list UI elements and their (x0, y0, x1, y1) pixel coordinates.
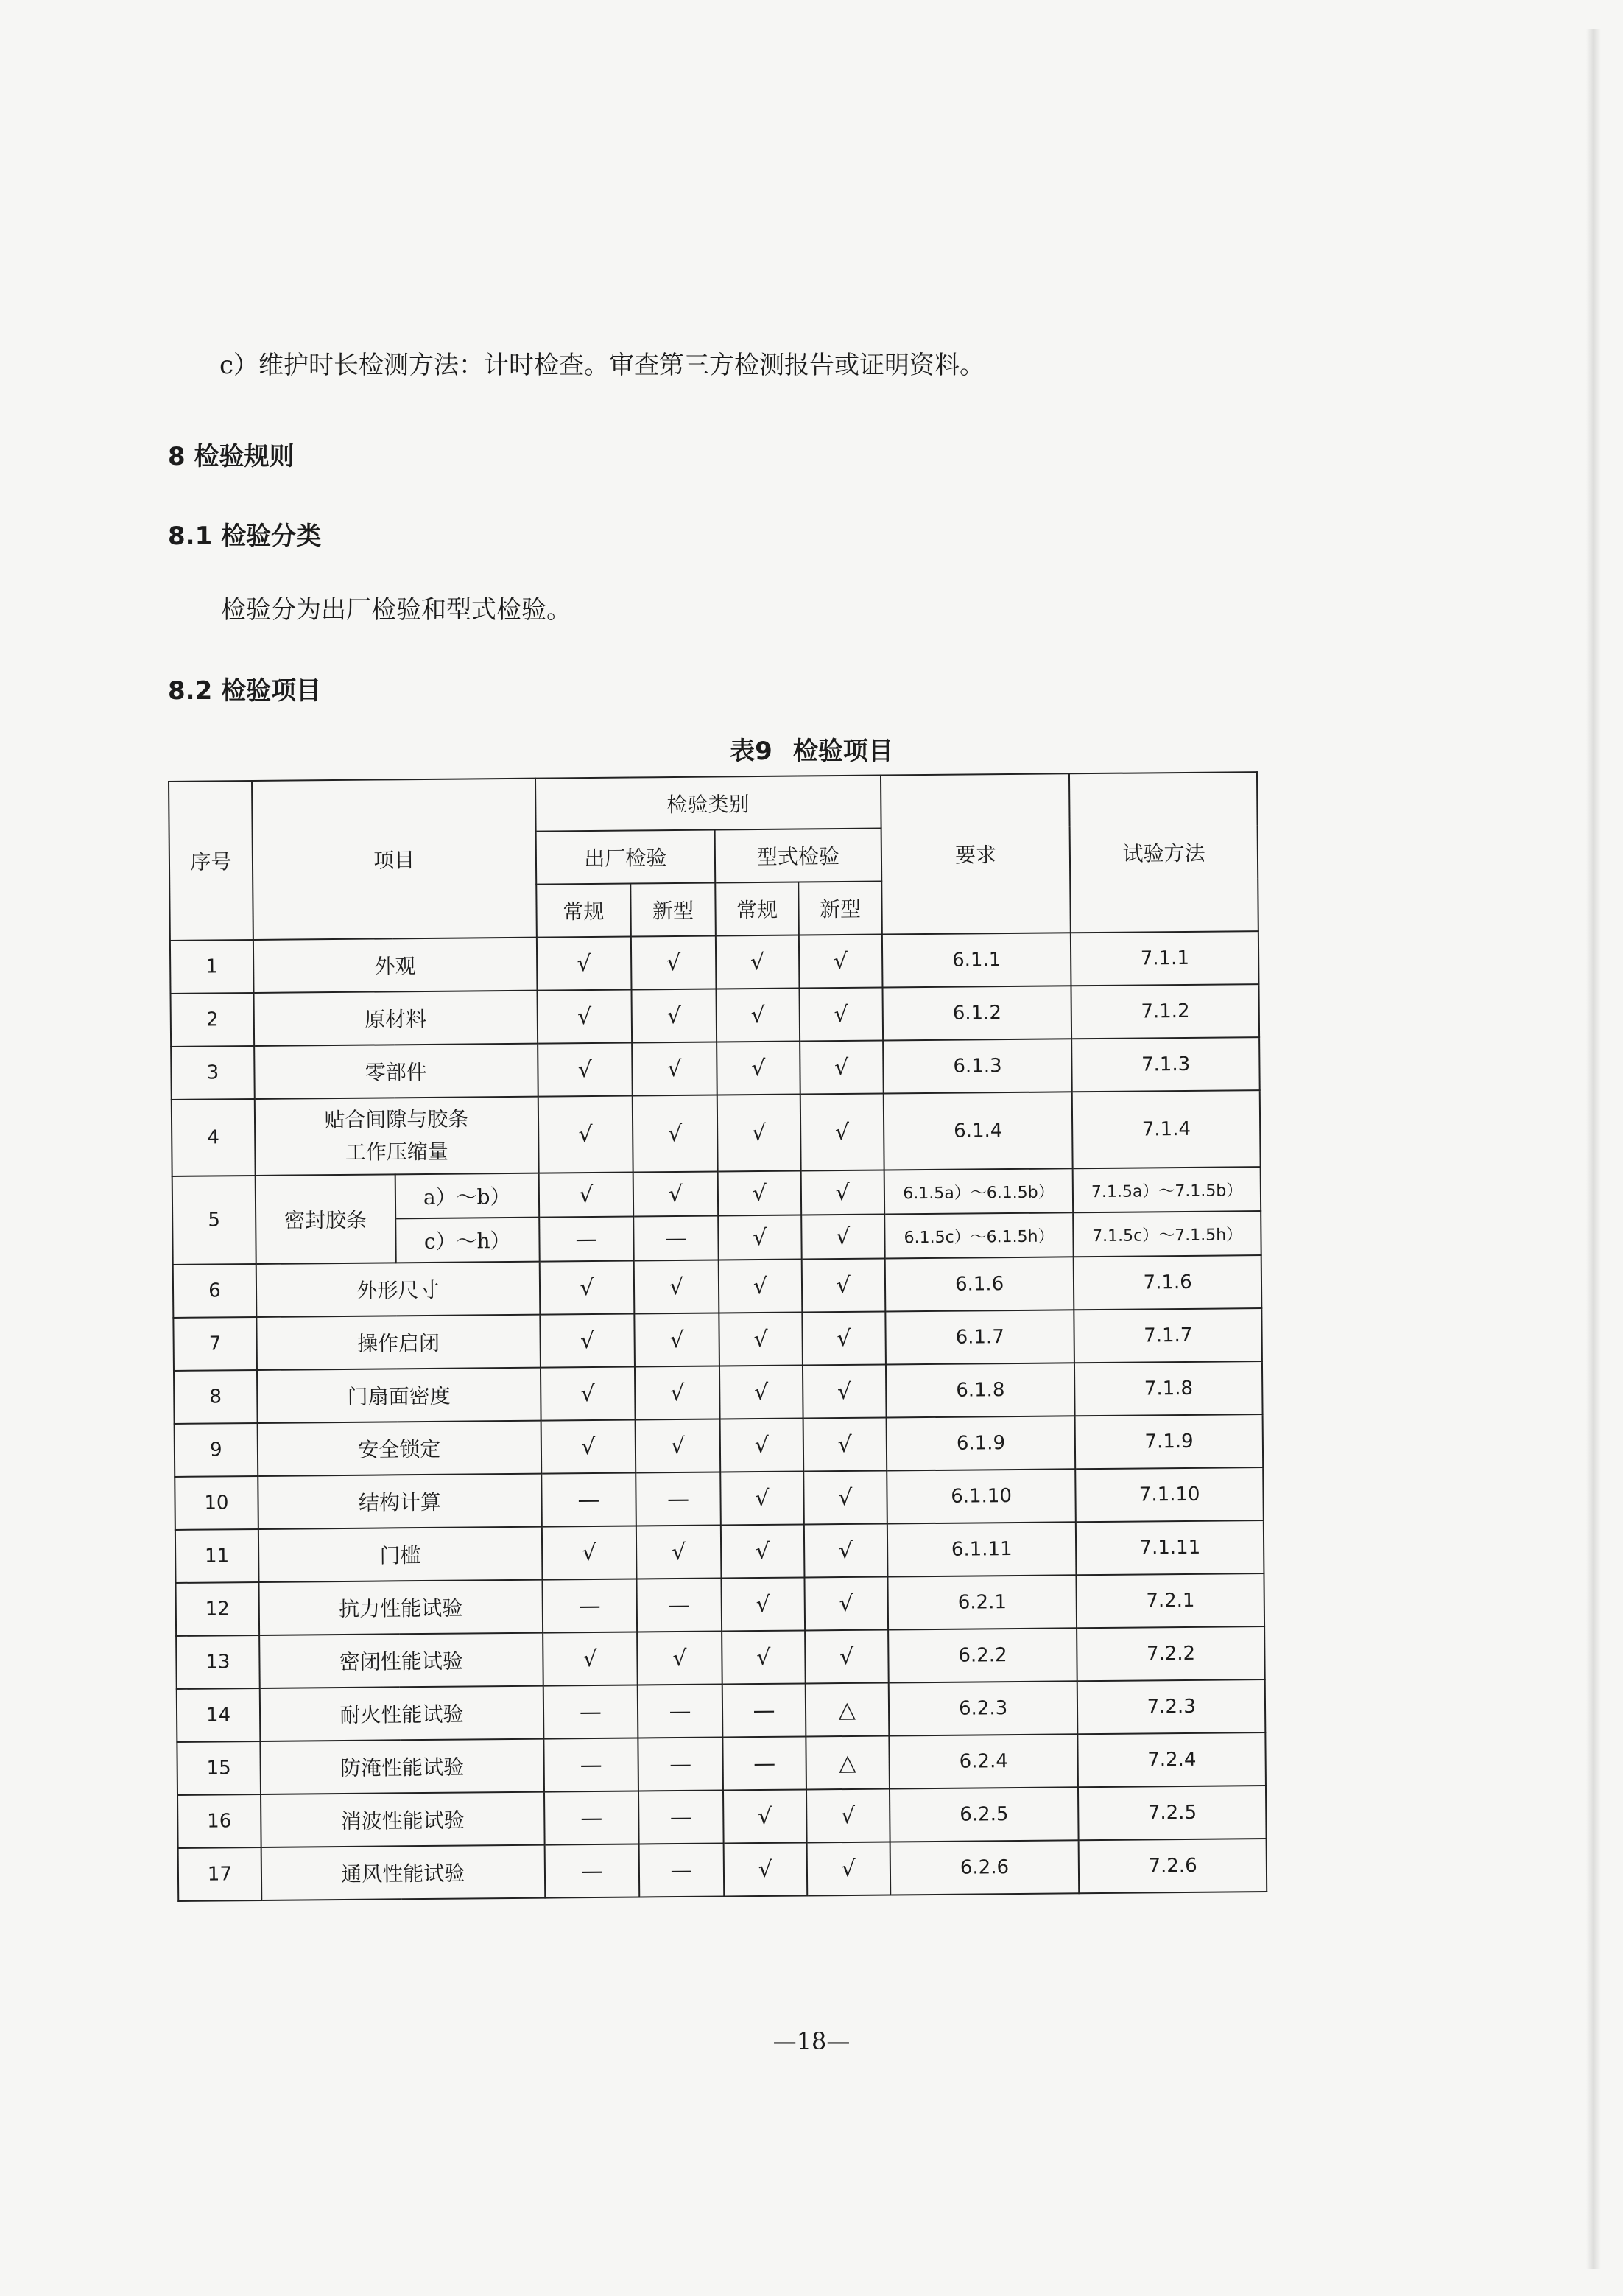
row-mark: √ (719, 1366, 803, 1419)
row-mark: √ (634, 1313, 719, 1366)
row-mark: — (544, 1844, 639, 1897)
row-mark: √ (540, 1314, 635, 1368)
row-mark: √ (636, 1525, 722, 1579)
row-requirement: 6.2.6 (890, 1840, 1079, 1895)
row-mark: √ (633, 1095, 718, 1173)
row-mark: √ (539, 1261, 634, 1315)
table-row (176, 1626, 1265, 1689)
row-mark: √ (538, 1173, 633, 1218)
section-8-1-text: 检验分为出厂检验和型式检验。 (221, 595, 571, 625)
row-mark: √ (802, 1259, 886, 1313)
row-mark: √ (803, 1418, 887, 1472)
table-row (178, 1839, 1267, 1901)
row-mark: — (633, 1216, 718, 1261)
row-mark: √ (805, 1630, 889, 1684)
row-mark: √ (803, 1471, 887, 1525)
row-item: 门槛 (258, 1527, 543, 1582)
row-mark: √ (632, 989, 717, 1043)
row-mark: √ (800, 1041, 884, 1095)
row-mark: √ (632, 1042, 717, 1096)
row-mark: √ (633, 1172, 718, 1217)
row-requirement: 6.1.5c）～6.1.5h） (884, 1212, 1074, 1258)
row-mark: — (543, 1685, 638, 1738)
row-mark: √ (719, 1313, 803, 1366)
row-mark: √ (801, 1170, 884, 1215)
row-requirement: 6.1.8 (886, 1363, 1075, 1417)
row-item: 密闭性能试验 (259, 1633, 543, 1688)
row-method: 7.1.5a）～7.1.5b） (1073, 1167, 1261, 1212)
row-item: 原材料 (253, 991, 538, 1046)
row-item: 外观 (253, 938, 538, 993)
table-row (170, 931, 1259, 994)
row-mark: — (544, 1791, 639, 1844)
row-method: 7.2.4 (1078, 1732, 1266, 1787)
row-number: 2 (171, 993, 255, 1047)
row-requirement: 6.1.10 (887, 1469, 1076, 1523)
table-row (173, 1255, 1262, 1318)
row-mark: √ (724, 1842, 808, 1896)
row-number: 17 (178, 1847, 262, 1901)
row-method: 7.1.5c）～7.1.5h） (1074, 1211, 1261, 1257)
row-mark: — (638, 1790, 724, 1844)
row-mark: △ (806, 1736, 890, 1790)
row-requirement: 6.2.2 (888, 1628, 1077, 1682)
row-mark: √ (801, 1215, 884, 1260)
header-seq: 序号 (169, 781, 253, 941)
row-number: 7 (173, 1317, 257, 1371)
table-row (174, 1361, 1263, 1424)
table-row (171, 1037, 1260, 1100)
row-requirement: 6.2.5 (890, 1787, 1079, 1842)
row-item: 操作启闭 (256, 1315, 541, 1370)
row-mark: — (539, 1217, 634, 1262)
row-mark: — (639, 1843, 725, 1897)
table-row (176, 1573, 1265, 1636)
row-method: 7.2.3 (1077, 1679, 1265, 1734)
row-mark: √ (806, 1789, 890, 1843)
scan-edge-shadow (1586, 29, 1601, 2269)
row-requirement: 6.1.3 (883, 1039, 1072, 1093)
row-item: 门扇面密度 (257, 1368, 541, 1423)
row-mark: √ (719, 1260, 803, 1313)
row-number: 8 (174, 1370, 258, 1424)
header-type-new: 新型 (798, 882, 882, 935)
row-mark: — (722, 1736, 806, 1790)
row-item: 防淹性能试验 (260, 1739, 544, 1794)
row-number: 16 (177, 1794, 261, 1848)
row-mark: √ (637, 1631, 722, 1685)
header-requirement: 要求 (881, 773, 1071, 934)
row-mark: √ (720, 1419, 804, 1472)
row-mark: √ (635, 1366, 720, 1419)
row-item: 结构计算 (258, 1474, 542, 1529)
paragraph-c-item: c）维护时长检测方法：计时检查。审查第三方检测报告或证明资料。 (219, 351, 985, 380)
row-mark: — (636, 1472, 721, 1526)
section-8-1-heading: 8.1 检验分类 (168, 522, 322, 551)
row-mark: — (543, 1738, 638, 1791)
row-number: 5 (172, 1176, 256, 1265)
header-type-inspection: 型式检验 (715, 829, 881, 883)
row-item-line-1: 贴合间隙与胶条 (324, 1106, 469, 1133)
row-requirement: 6.2.1 (887, 1575, 1077, 1629)
row-mark: — (541, 1472, 636, 1526)
row-requirement: 6.1.2 (882, 986, 1071, 1040)
row-subitem: a）～b） (395, 1173, 539, 1219)
row-item: 零部件 (254, 1044, 538, 1099)
row-requirement: 6.1.11 (887, 1522, 1077, 1576)
row-mark: — (637, 1578, 722, 1632)
row-method: 7.1.4 (1072, 1090, 1261, 1168)
row-item: 抗力性能试验 (258, 1580, 543, 1635)
row-number: 10 (175, 1476, 258, 1530)
table-row (175, 1520, 1264, 1583)
header-factory-regular: 常规 (536, 884, 631, 938)
row-mark: — (722, 1683, 806, 1737)
table-row (177, 1679, 1266, 1742)
header-factory-inspection: 出厂检验 (535, 830, 715, 885)
row-method: 7.1.7 (1074, 1308, 1262, 1363)
row-method: 7.2.1 (1077, 1573, 1264, 1628)
row-requirement: 6.1.5a）～6.1.5b） (884, 1168, 1073, 1214)
row-mark: √ (799, 935, 883, 989)
row-item: 外形尺寸 (256, 1262, 541, 1317)
table-caption-title: 检验项目 (792, 737, 893, 766)
table-row (175, 1414, 1264, 1477)
row-number: 3 (171, 1046, 255, 1100)
row-requirement: 6.1.6 (884, 1257, 1074, 1311)
row-mark: √ (718, 1171, 801, 1216)
row-mark: √ (721, 1525, 805, 1579)
table-caption (0, 731, 1623, 767)
row-method: 7.1.9 (1075, 1414, 1263, 1469)
row-mark: √ (634, 1260, 719, 1313)
row-mark: √ (721, 1577, 805, 1631)
row-mark: √ (800, 1094, 884, 1171)
table-caption-number: 表9 (730, 737, 772, 766)
row-item: 耐火性能试验 (260, 1686, 544, 1741)
row-requirement: 6.1.9 (886, 1416, 1075, 1470)
row-item (255, 1097, 539, 1176)
row-method: 7.1.6 (1074, 1255, 1261, 1310)
header-type-regular: 常规 (715, 882, 799, 936)
row-mark: √ (799, 988, 883, 1042)
row-item-line-2: 工作压缩量 (345, 1139, 448, 1165)
row-number: 15 (177, 1741, 261, 1795)
header-factory-new: 新型 (630, 883, 716, 937)
table-row (177, 1786, 1267, 1848)
row-method: 7.1.11 (1076, 1520, 1264, 1575)
row-method: 7.1.10 (1076, 1467, 1264, 1522)
table-row (175, 1467, 1264, 1530)
row-method: 7.2.6 (1079, 1839, 1267, 1893)
section-8-2-heading: 8.2 检验项目 (168, 676, 322, 706)
row-method: 7.1.2 (1071, 984, 1259, 1039)
table-row (171, 984, 1260, 1047)
row-number: 6 (173, 1264, 257, 1318)
header-category: 检验类别 (535, 776, 881, 832)
row-requirement: 6.1.4 (884, 1092, 1073, 1170)
row-mark: √ (807, 1842, 891, 1895)
row-number: 13 (176, 1635, 260, 1689)
row-mark: √ (541, 1366, 636, 1420)
row-mark: — (542, 1579, 637, 1632)
row-number: 9 (175, 1423, 258, 1477)
row-method: 7.2.2 (1077, 1626, 1264, 1681)
row-item: 通风性能试验 (261, 1845, 546, 1900)
row-mark: √ (542, 1526, 637, 1579)
table-row (173, 1308, 1262, 1371)
row-mark: √ (723, 1789, 807, 1843)
row-mark: √ (717, 1095, 801, 1172)
section-8-heading: 8 检验规则 (168, 442, 295, 471)
row-mark: √ (543, 1632, 638, 1685)
row-number: 14 (177, 1688, 261, 1742)
row-method: 7.2.5 (1078, 1786, 1266, 1840)
row-mark: √ (537, 937, 632, 991)
row-requirement: 6.2.3 (889, 1681, 1078, 1735)
row-mark: — (638, 1684, 723, 1738)
row-mark: √ (631, 936, 717, 990)
row-requirement: 6.2.4 (889, 1734, 1078, 1788)
row-requirement: 6.1.7 (885, 1310, 1074, 1364)
row-method: 7.1.3 (1071, 1037, 1259, 1092)
row-mark: √ (718, 1215, 801, 1260)
row-number: 4 (172, 1099, 256, 1176)
row-requirement: 6.1.1 (882, 933, 1071, 987)
row-mark: √ (538, 1043, 633, 1097)
row-mark: √ (802, 1312, 886, 1366)
row-method: 7.1.1 (1071, 931, 1258, 986)
row-subitem: c）～h） (395, 1218, 540, 1263)
inspection-items-table (168, 771, 1267, 1902)
row-mark: √ (803, 1365, 887, 1419)
row-mark: △ (806, 1683, 890, 1737)
row-mark: √ (636, 1419, 721, 1472)
header-item: 项目 (252, 779, 537, 940)
table-row (177, 1732, 1266, 1795)
row-number: 12 (176, 1582, 260, 1636)
header-method: 试验方法 (1069, 772, 1258, 933)
page-number: —18— (772, 2027, 851, 2055)
row-mark: √ (538, 1096, 633, 1173)
row-item: 密封胶条 (256, 1174, 396, 1264)
row-item: 消波性能试验 (261, 1792, 545, 1847)
row-number: 1 (170, 940, 254, 994)
row-mark: √ (722, 1630, 806, 1684)
row-mark: √ (541, 1419, 636, 1473)
row-mark: — (638, 1737, 723, 1791)
row-mark: √ (537, 990, 632, 1044)
row-mark: √ (716, 989, 800, 1042)
row-item: 安全锁定 (258, 1421, 542, 1476)
row-mark: √ (717, 1042, 800, 1095)
row-number: 11 (175, 1529, 259, 1583)
row-mark: √ (804, 1577, 888, 1631)
table-row (172, 1090, 1261, 1176)
row-method: 7.1.8 (1074, 1361, 1262, 1416)
row-mark: √ (720, 1472, 804, 1526)
row-mark: √ (716, 935, 800, 989)
row-mark: √ (804, 1524, 888, 1578)
